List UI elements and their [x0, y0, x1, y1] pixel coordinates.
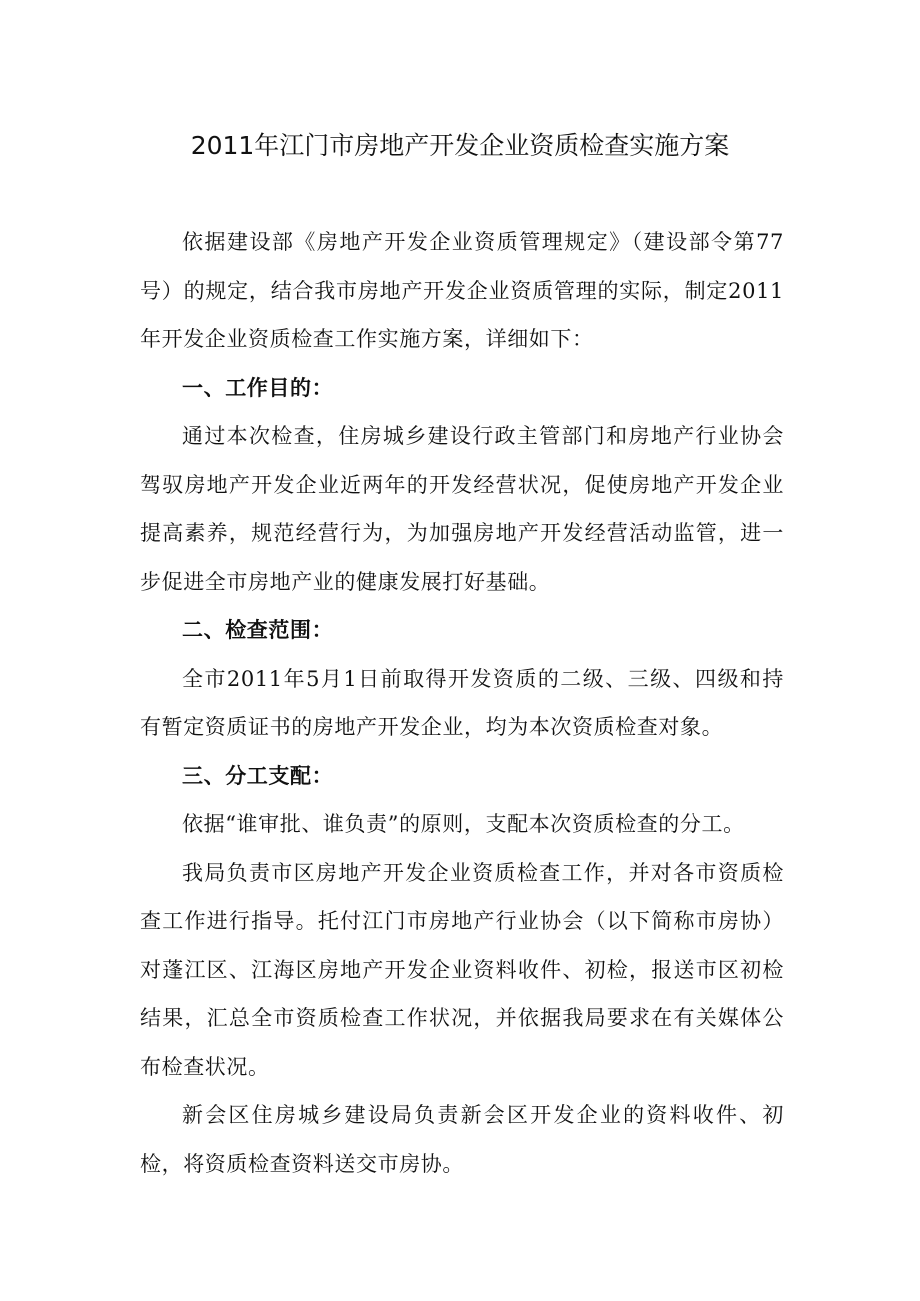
document-title: 2011年江门市房地产开发企业资质检查实施方案: [190, 131, 730, 160]
section-3-paragraph-2: 我局负责市区房地产开发企业资质检查工作，并对各市资质检查工作进行指导。托付江门市房地产行业协会（以下简称市房协）对蓬江区、江海区房地产开发企业资料收件、初检，报送市区初检结果，汇总全市资质检查工作状况，并依据我局要求在有关媒体公布检查状况。: [140, 860, 784, 1079]
intro-paragraph: 依据建设部《房地产开发企业资质管理规定》（建设部令第77号）的规定，结合我市房地产开发企业资质管理的实际，制定2011年开发企业资质检查工作实施方案，详细如下：: [140, 230, 784, 351]
section-3-paragraph-3: 新会区住房城乡建设局负责新会区开发企业的资料收件、初检，将资质检查资料送交市房协。: [140, 1103, 784, 1176]
section-3-heading: 三、分工支配：: [182, 762, 334, 788]
section-1-heading: 一、工作目的：: [182, 374, 334, 400]
section-2-heading: 二、检查范围：: [182, 617, 334, 642]
section-2-paragraph: 全市2011年5月1日前取得开发资质的二级、三级、四级和持有暂定资质证书的房地产开发企业，均为本次资质检查对象。: [140, 666, 784, 739]
section-3-paragraph-1: 依据“谁审批、谁负责”的原则，支配本次资质检查的分工。: [182, 812, 745, 836]
section-1-paragraph: 通过本次检查，住房城乡建设行政主管部门和房地产行业协会驾驭房地产开发企业近两年的开发经营状况，促使房地产开发企业提高素养，规范经营行为，为加强房地产开发经营活动监管，进一步促进全市房地产业的健康发展打好基础。: [140, 424, 784, 594]
document-body: [140, 218, 784, 1188]
